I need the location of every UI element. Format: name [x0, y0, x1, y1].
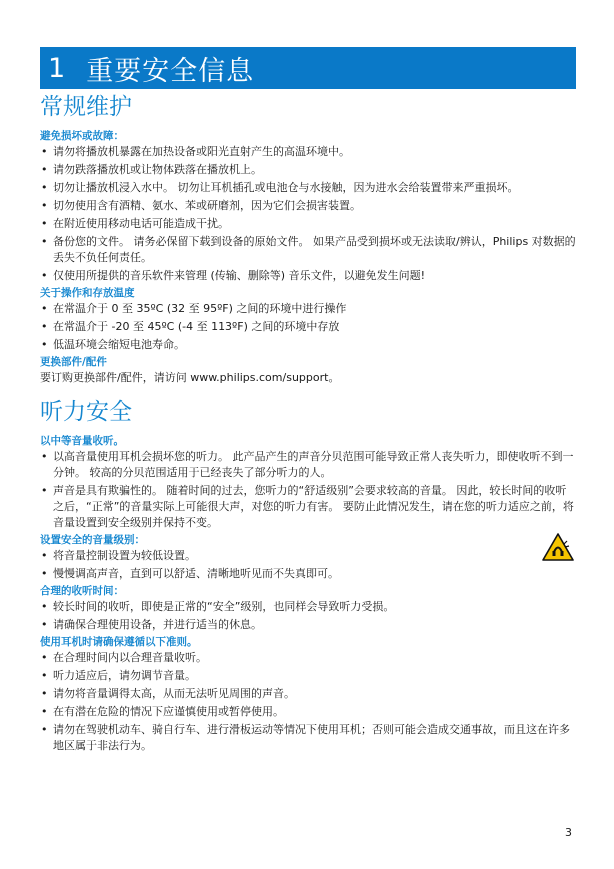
list-item: • 切勿使用含有酒精、氨水、苯或研磨剂，因为它们会损害装置。 [40, 198, 576, 214]
list-item: • 请勿跌落播放机或让物体跌落在播放机上。 [40, 162, 576, 178]
subheading-avoid-damage: 避免损坏或故障： [40, 130, 124, 142]
section-hearing [40, 398, 576, 754]
list-item: • 仅使用所提供的音乐软件来管理 (传输、删除等) 音乐文件，以避免发生问题! [40, 268, 576, 284]
list-safe-level [40, 548, 576, 582]
list-item: • 听力适应后，请勿调节音量。 [40, 668, 576, 684]
section-title-maintenance: 常规维护 [40, 94, 132, 120]
subheading-moderate-volume: 以中等音量收听。 [40, 435, 124, 447]
page-number: 3 [565, 826, 572, 839]
parts-text: 要订购更换部件/配件，请访问 www.philips.com/support。 [40, 371, 340, 384]
list-item: • 声音是具有欺骗性的。 随着时间的过去，您听力的“舒适级别”会要求较高的音量。 因此，较长时间的收听之后，“正常”的音量实际上可能很大声，对您的听力有害。 要防止此情况发生，请在您的听力适应之前，将音量设置到安全级别并保持不变。 [40, 483, 576, 531]
section-maintenance [40, 93, 576, 386]
section-title-hearing: 听力安全 [40, 399, 132, 425]
list-item: • 在常温介于 -20 至 45ºC (-4 至 113ºF) 之间的环境中存放 [40, 319, 576, 335]
list-item: • 请确保合理使用设备，并进行适当的休息。 [40, 617, 576, 633]
chapter-number: 1 [48, 52, 67, 84]
subheading-safe-level: 设置安全的音量级别： [40, 534, 145, 546]
list-item: • 在合理时间内以合理音量收听。 [40, 650, 576, 666]
list-guidelines [40, 650, 576, 754]
list-item: • 较长时间的收听，即使是正常的“安全”级别，也同样会导致听力受损。 [40, 599, 576, 615]
chapter-header [40, 47, 576, 89]
list-item: • 在附近使用移动电话可能造成干扰。 [40, 216, 576, 232]
subheading-guidelines: 使用耳机时请确保遵循以下准则。 [40, 636, 198, 648]
list-item: • 以高音量使用耳机会损坏您的听力。 此产品产生的声音分贝范围可能导致正常人丧失听力，即使收听不到一分钟。 较高的分贝范围适用于已经丧失了部分听力的人。 [40, 449, 576, 481]
list-item: • 在有潜在危险的情况下应谨慎使用或暂停使用。 [40, 704, 576, 720]
list-listening-time [40, 599, 576, 633]
chapter-title: 重要安全信息 [86, 55, 255, 87]
subheading-parts: 更换部件/配件 [40, 356, 107, 368]
list-avoid-damage [40, 144, 576, 284]
list-item: • 请勿将播放机暴露在加热设备或阳光直射产生的高温环境中。 [40, 144, 576, 160]
list-item: • 在常温介于 0 至 35ºC (32 至 95ºF) 之间的环境中进行操作 [40, 301, 576, 317]
list-item: • 请勿将音量调得太高，从而无法听见周围的声音。 [40, 686, 576, 702]
list-item: • 低温环境会缩短电池寿命。 [40, 337, 576, 353]
list-item: • 请勿在驾驶机动车、骑自行车、进行滑板运动等情况下使用耳机；否则可能会造成交通事故，而且这在许多地区属于非法行为。 [40, 722, 576, 754]
list-item: • 备份您的文件。 请务必保留下载到设备的原始文件。 如果产品受到损坏或无法读取/辨认，Philips 对数据的丢失不负任何责任。 [40, 234, 576, 266]
list-moderate-volume [40, 449, 576, 531]
subheading-temperature: 关于操作和存放温度 [40, 287, 135, 299]
list-temperature [40, 301, 576, 353]
subheading-listening-time: 合理的收听时间： [40, 585, 124, 597]
page-content [40, 47, 576, 756]
list-item: • 将音量控制设置为较低设置。 [40, 548, 576, 564]
list-item: • 慢慢调高声音，直到可以舒适、清晰地听见而不失真即可。 [40, 566, 576, 582]
list-item: • 切勿让播放机浸入水中。 切勿让耳机插孔或电池仓与水接触，因为进水会给装置带来严重损坏。 [40, 180, 576, 196]
safe-level-block [40, 533, 576, 582]
